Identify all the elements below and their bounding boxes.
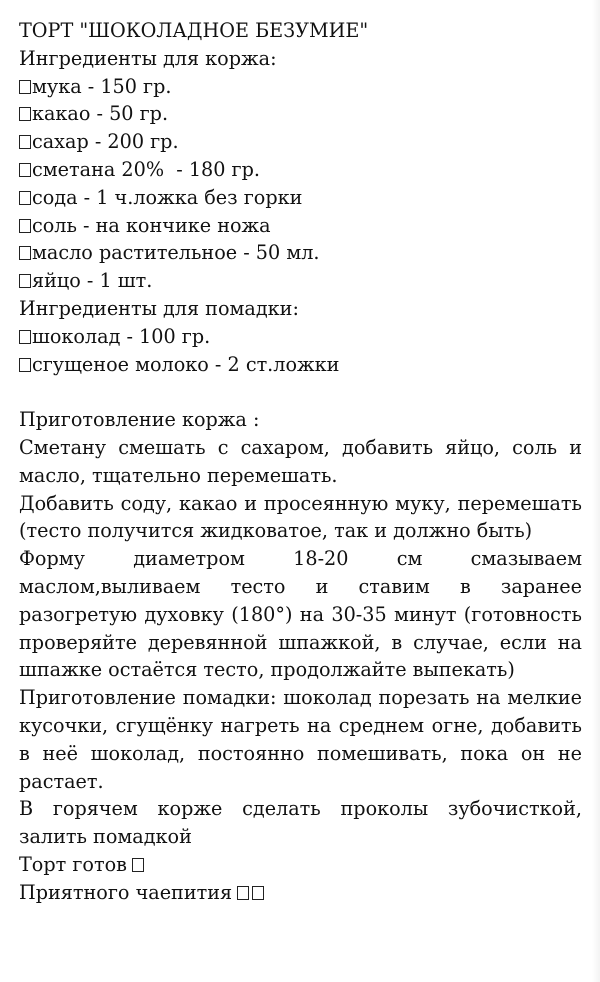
checkbox-icon (19, 274, 31, 288)
enjoy-line (19, 879, 582, 907)
ingredient-item (19, 239, 582, 267)
prep-step: Добавить соду, какао и просеянную муку, перемешать (тесто получится жидковатое, так и должно быть) (19, 491, 582, 543)
ingredient-text: яйцо - 1 шт. (32, 269, 153, 293)
checkbox-icon (237, 886, 249, 900)
checkbox-icon (19, 80, 31, 94)
ingredient-item (19, 128, 582, 156)
checkbox-icon (19, 219, 31, 233)
blank-line (19, 378, 582, 406)
finishing-step: В горячем корже сделать проколы зубочисткой, залить помадкой (19, 797, 582, 849)
ingredient-text: сгущеное молоко - 2 ст.ложки (32, 352, 340, 376)
prep-step: Сметану смешать с сахаром, добавить яйцо, соль и масло, тщательно перемешать. (19, 435, 582, 487)
checkbox-icon (19, 246, 31, 260)
ingredient-text: сода - 1 ч.ложка без горки (32, 185, 303, 209)
ingredient-text: масло растительное - 50 мл. (32, 241, 320, 265)
ingredient-item (19, 212, 582, 240)
ingredient-text: шоколад - 100 гр. (32, 324, 211, 348)
checkbox-icon (19, 135, 31, 149)
frosting-prep: Приготовление помадки: шоколад порезать на мелкие кусочки, сгущёнку нагреть на среднем огне, добавить в неё шоколад, постоянно помешивать, пока он не растает. (19, 686, 582, 793)
prep-step: Форму диаметром 18-20 см смазываем маслом,выливаем тесто и ставим в заранее разогретую духовку (180°) на 30-35 минут (готовность проверяйте деревянной шпажкой, в случае, если на шпажке остаётся тесто, продолжайте выпекать) (19, 547, 582, 682)
ingredient-item (19, 323, 582, 351)
page-edge-shadow (592, 0, 600, 982)
recipe-text (19, 17, 582, 907)
ingredient-item (19, 267, 582, 295)
ingredient-item (19, 184, 582, 212)
checkbox-icon (19, 191, 31, 205)
cake-ready-line (19, 851, 582, 879)
ingredient-text: сметана 20% - 180 гр. (32, 157, 260, 181)
base-prep-heading: Приготовление коржа : (19, 408, 260, 432)
checkbox-icon (19, 358, 31, 372)
frosting-ingredients-heading: Ингредиенты для помадки: (19, 296, 299, 320)
recipe-title: ТОРТ "ШОКОЛАДНОЕ БЕЗУМИЕ" (19, 19, 369, 42)
base-ingredients-heading: Ингредиенты для коржа: (19, 46, 277, 70)
ingredient-text: соль - на кончике ножа (32, 213, 271, 237)
checkbox-icon (252, 886, 264, 900)
checkbox-icon (19, 107, 31, 121)
checkbox-icon (19, 163, 31, 177)
ingredient-text: мука - 150 гр. (32, 74, 172, 98)
ingredient-item (19, 351, 582, 379)
ingredient-text: сахар - 200 гр. (32, 130, 179, 154)
cake-ready-text: Торт готов (19, 852, 127, 876)
enjoy-text: Приятного чаепития (19, 880, 233, 904)
ingredient-item (19, 73, 582, 101)
ingredient-item (19, 156, 582, 184)
ingredient-text: какао - 50 гр. (32, 102, 169, 126)
checkbox-icon (132, 858, 144, 872)
ingredient-item (19, 100, 582, 128)
checkbox-icon (19, 330, 31, 344)
